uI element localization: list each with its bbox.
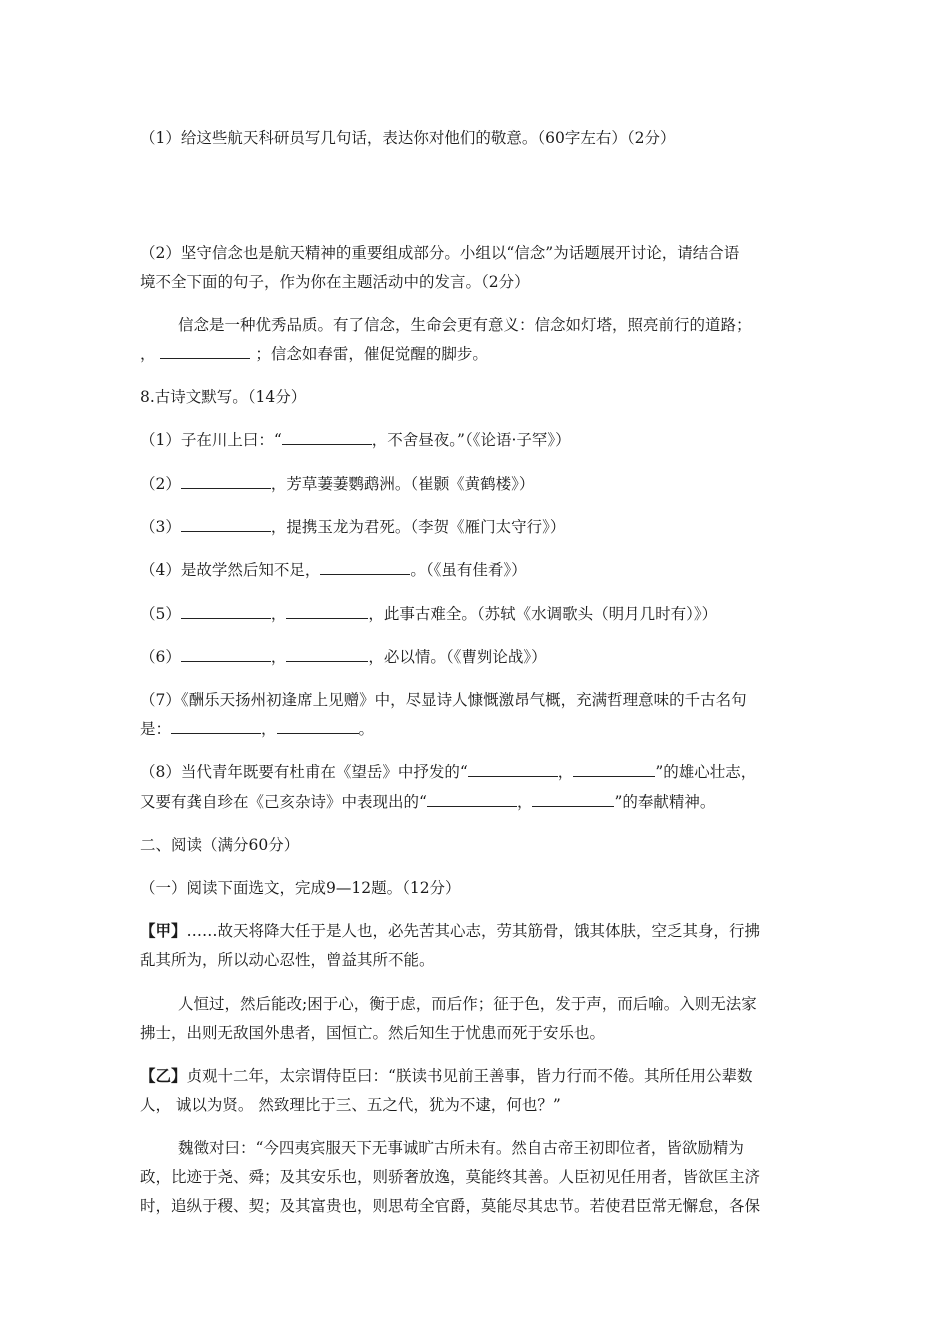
question-8-3: （3） ，提携玉龙为君死。（李贺《雁门太守行》） [140, 518, 566, 536]
question-7-1: （1）给这些航天科研员写几句话，表达你对他们的敬意。（60字左右）（2分） [140, 129, 676, 147]
answer-blank[interactable] [286, 604, 368, 619]
answer-blank[interactable] [171, 719, 261, 734]
answer-blank[interactable] [160, 344, 250, 359]
question-8-4: （4）是故学然后知不足， 。（《虽有佳肴》） [140, 561, 527, 579]
question-7-2-line1: （2）坚守信念也是航天精神的重要组成部分。小组以“信念”为话题展开讨论，请结合语 [140, 244, 740, 262]
answer-blank[interactable] [181, 517, 271, 532]
weizheng-passage-line1: 魏徵对曰：“今四夷宾服天下无事诚旷古所未有。然自古帝王初即位者，皆欲励精为 [178, 1139, 744, 1157]
jia-passage-line1: 【甲】……故天将降大任于是人也，必先苦其心志，劳其筋骨，饿其体肤，空乏其身，行拂 [140, 921, 761, 940]
question-8-2: （2） ，芳草萋萋鹦鹉洲。（崔颢《黄鹤楼》） [140, 475, 535, 493]
yi-passage-line2: 人， 诚以为贤。 然致理比于三、五之代，犹为不逮，何也？” [140, 1096, 561, 1114]
answer-blank[interactable] [181, 474, 271, 489]
answer-blank[interactable] [320, 560, 410, 575]
answer-blank[interactable] [286, 647, 368, 662]
jia-label: 【甲】 [140, 921, 187, 940]
answer-blank[interactable] [277, 719, 359, 734]
answer-blank[interactable] [282, 430, 372, 445]
question-8-7-line1: （7）《酬乐天扬州初逢席上见赠》中，尽显诗人慷慨激昂气概，充满哲理意味的千古名句 [140, 691, 747, 709]
question-8-title: 8.古诗文默写。（14分） [140, 388, 307, 406]
faith-passage-line2: ， ；信念如春雷，催促觉醒的脚步。 [140, 345, 488, 363]
answer-blank[interactable] [181, 604, 271, 619]
question-8-8-line1: （8）当代青年既要有杜甫在《望岳》中抒发的“ ， ”的雄心壮志， [140, 763, 757, 781]
weizheng-passage-line2: 政，比迹于尧、舜；及其安乐也，则骄奢放逸，莫能终其善。人臣初见任用者，皆欲匡主济 [140, 1168, 761, 1186]
jia-passage-line2: 乱其所为，所以动心忍性，曾益其所不能。 [140, 951, 435, 969]
answer-blank[interactable] [468, 762, 558, 777]
jia-paragraph2-line1: 人恒过，然后能改;困于心，衡于虑，而后作；征于色，发于声，而后喻。入则无法家 [178, 995, 757, 1013]
question-8-8-line2: 又要有龚自珍在《己亥杂诗》中表现出的“ ， ”的奉献精神。 [140, 793, 716, 811]
section-2-title: 二、阅读（满分60分） [140, 836, 300, 854]
question-8-5: （5） ， ，此事古难全。（苏轼《水调歌头（明月几时有）》） [140, 605, 718, 623]
yi-passage-line1: 【乙】贞观十二年，太宗谓侍臣曰：“朕读书见前王善事，皆力行而不倦。其所任用公辈数 [140, 1066, 753, 1085]
jia-paragraph2-line2: 拂士，出则无敌国外患者，国恒亡。然后知生于忧患而死于安乐也。 [140, 1024, 606, 1042]
question-8-7-line2: 是： ， 。 [140, 720, 375, 738]
faith-passage-line1: 信念是一种优秀品质。有了信念，生命会更有意义：信念如灯塔，照亮前行的道路； [178, 316, 752, 334]
answer-blank[interactable] [573, 762, 655, 777]
answer-blank[interactable] [532, 792, 614, 807]
weizheng-passage-line3: 时，追纵于稷、契；及其富贵也，则思苟全官爵，莫能尽其忠节。若使君臣常无懈怠，各保 [140, 1197, 761, 1215]
yi-label: 【乙】 [140, 1066, 187, 1085]
answer-blank[interactable] [181, 647, 271, 662]
question-8-6: （6） ， ，必以情。（《曹刿论战》） [140, 648, 547, 666]
question-7-2-line2: 境不全下面的句子，作为你在主题活动中的发言。（2分） [140, 273, 530, 291]
question-8-1: （1）子在川上曰：“ ，不舍昼夜。”（《论语·子罕》） [140, 431, 571, 449]
reading-1-title: （一）阅读下面选文，完成9—12题。（12分） [140, 879, 461, 897]
answer-blank[interactable] [427, 792, 517, 807]
